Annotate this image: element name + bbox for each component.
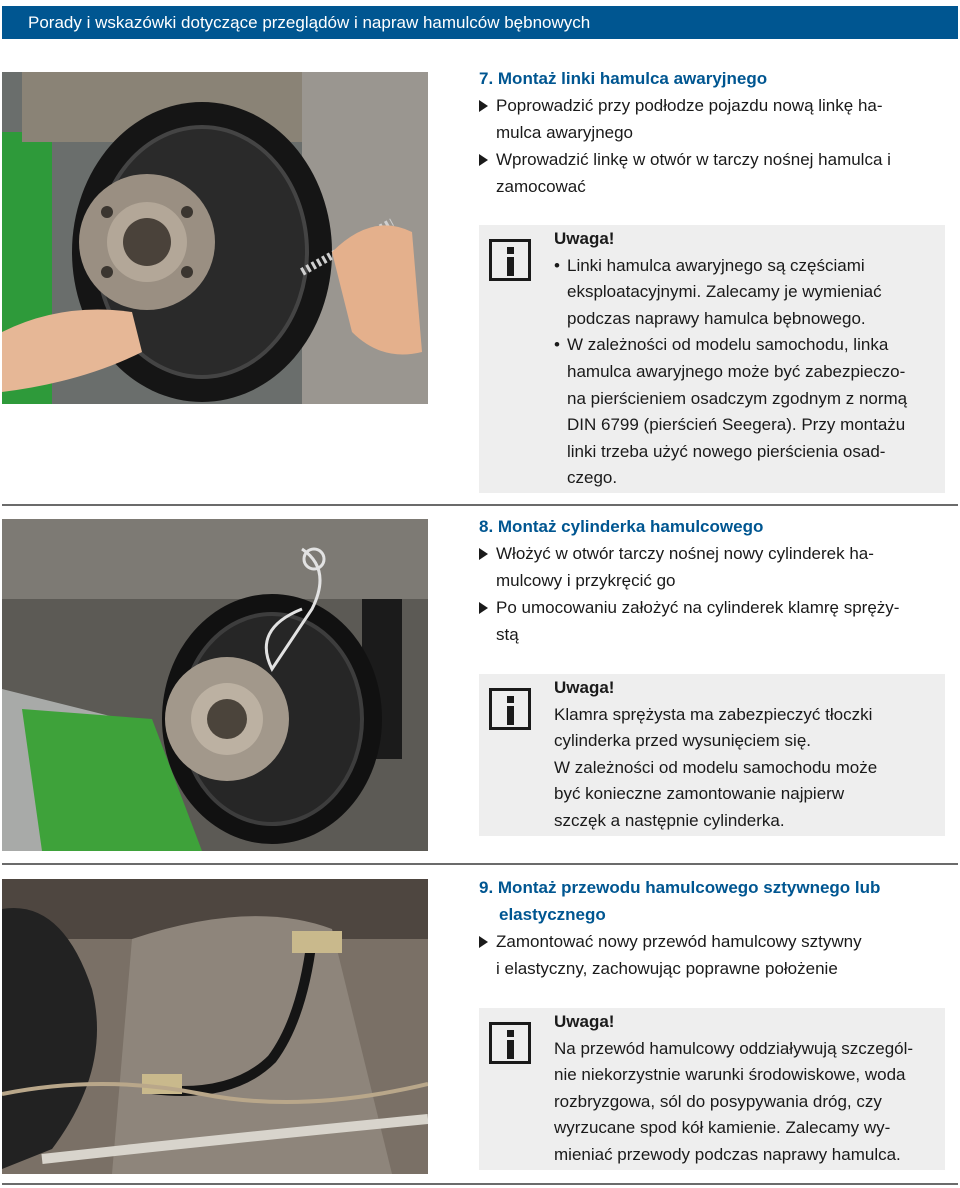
section-8-title: 8. Montaż cylinderka hamulcowego [479, 517, 764, 536]
section-divider [2, 863, 958, 865]
section-8 [479, 513, 949, 648]
note-line: szczęk a następnie cylinderka. [554, 810, 785, 830]
note-bullet-1: • Linki hamulca awaryjnego są częściami eksploatacyjnymi. Zalecamy je wymieniać podczas naprawy hamulca bębnowego. [554, 253, 939, 333]
section-9-step-1: Zamontować nowy przewód hamulcowy sztywny i elastyczny, zachowując poprawne położenie [479, 928, 949, 982]
note-line: Klamra sprężysta ma zabezpieczyć tłoczki [554, 704, 873, 724]
info-icon [489, 239, 531, 281]
note-line: Na przewód hamulcowy oddziaływują szczegól- [554, 1038, 914, 1058]
note-line: mieniać przewody podczas naprawy hamulca. [554, 1144, 901, 1164]
note-line: rozbryzgowa, sól do posypywania dróg, czy [554, 1091, 882, 1111]
photo-brake-hose [2, 879, 428, 1174]
note-box-section-8 [479, 674, 945, 836]
note-title: Uwaga! [554, 1012, 615, 1031]
header-title: Porady i wskazówki dotyczące przeglądów i napraw hamulców bębnowych [28, 13, 591, 32]
section-8-step-2: Po umocowaniu założyć na cylinderek klamrę spręży- stą [479, 594, 949, 648]
section-7-step-1: Poprowadzić przy podłodze pojazdu nową linkę ha- mulca awaryjnego [479, 92, 949, 146]
note-line: nie niekorzystnie warunki środowiskowe, woda [554, 1065, 906, 1085]
triangle-bullet-icon [479, 936, 488, 948]
page-header [2, 6, 958, 39]
section-divider [2, 504, 958, 506]
bullet-dot: • [554, 255, 560, 275]
note-line: W zależności od modelu samochodu może [554, 757, 878, 777]
note-bullet-2: • W zależności od modelu samochodu, linka hamulca awaryjnego może być zabezpieczo- na pierścieniem osadczym zgodnym z normą DIN 6799 (pierścień Seegera). Przy montażu linki trzeba użyć nowego pierścienia osad- czego. [554, 332, 939, 492]
triangle-bullet-icon [479, 602, 488, 614]
section-7 [479, 65, 949, 200]
triangle-bullet-icon [479, 548, 488, 560]
note-line: wyrzucane spod kół kamienie. Zalecamy wy- [554, 1118, 891, 1138]
photo-parking-brake-cable [2, 72, 428, 404]
triangle-bullet-icon [479, 100, 488, 112]
photo-wheel-cylinder [2, 519, 428, 851]
note-line: być konieczne zamontowanie najpierw [554, 784, 845, 804]
note-box-section-7 [479, 225, 945, 493]
section-9 [479, 874, 949, 982]
section-8-step-1: Włożyć w otwór tarczy nośnej nowy cylinderek ha- mulcowy i przykręcić go [479, 540, 949, 594]
info-icon [489, 1022, 531, 1064]
note-title: Uwaga! [554, 678, 615, 697]
section-9-title-cont: elastycznego [499, 905, 606, 924]
section-7-title: 7. Montaż linki hamulca awaryjnego [479, 69, 768, 88]
note-line: cylinderka przed wysunięciem się. [554, 731, 811, 751]
section-divider [2, 1183, 958, 1185]
section-7-step-2: Wprowadzić linkę w otwór w tarczy nośnej hamulca i zamocować [479, 146, 949, 200]
bullet-dot: • [554, 335, 560, 355]
triangle-bullet-icon [479, 154, 488, 166]
info-icon [489, 688, 531, 730]
section-9-title: 9. Montaż przewodu hamulcowego sztywnego lub [479, 878, 881, 897]
note-title: Uwaga! [554, 229, 615, 248]
note-box-section-9 [479, 1008, 945, 1170]
